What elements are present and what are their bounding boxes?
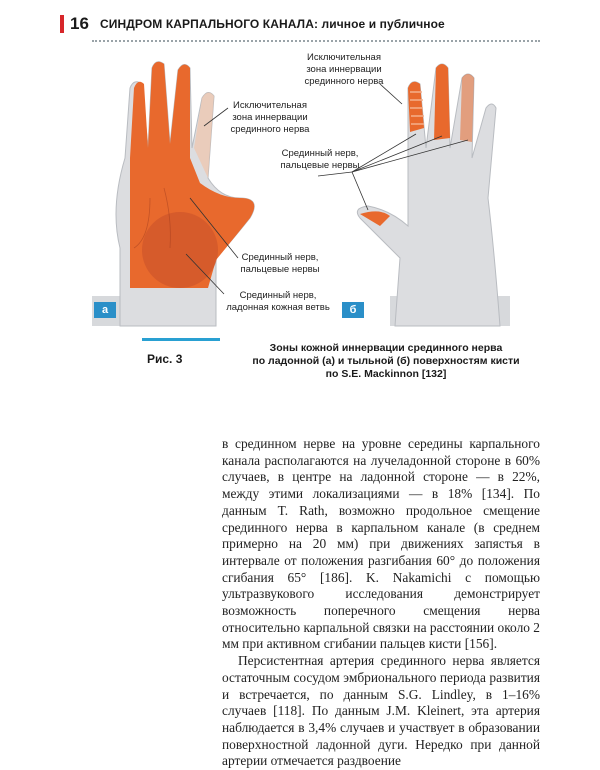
running-title-sub: личное и публичное <box>318 17 445 31</box>
figure-hands <box>90 48 550 328</box>
badge-b: б <box>342 302 364 318</box>
caption-line-2: по ладонной (а) и тыльной (б) поверхностям кисти <box>252 355 520 367</box>
page-number: 16 <box>70 14 89 33</box>
label-a-digital-nerves: Срединный нерв, пальцевые нервы <box>240 252 320 275</box>
paragraph-2: Персистентная артерия срединного нерва является остаточным сосудом эмбрионального периода развития и встречается, по данным S.G. Lindley, в 1–16% случаев [118]. По данным J.M. Kleinert, эта артерия наблюдается в 3,4% случаев и участвует в образовании поверхностной ладонной дуги. Нередко при данной артерии отмечается раздвоение <box>222 653 540 769</box>
badge-a: а <box>94 302 116 318</box>
label-a-exclusive-zone: Исключительная зона иннервации срединного нерва <box>230 100 310 135</box>
caption-line-3: по S.E. Mackinnon [132] <box>325 368 447 380</box>
caption-accent-bar <box>142 338 220 341</box>
body-text <box>222 436 540 770</box>
header-accent-bar <box>60 15 64 33</box>
paragraph-1: в срединном нерве на уровне середины карпального канала располагаются на лучеладонной стороне в 60% случаев, в центре на ладонной стороне — в 22%, между этими локализациями — в 18% [134]. По данным T. Rath, возможно продольное смещение срединного нерва в карпальном канале (в среднем примерно на 20 мм) при движениях запястья в интервале от положения разгибания 60° до положения сгибания 65° [186]. K. Nakamichi с помощью ультразвукового исследования демонстрирует возможность поперечного смещения нерва относительно карпальной связки на расстоянии около 2 мм при активном сгибании пальцев кисти [156]. <box>222 436 540 652</box>
running-header <box>60 14 540 36</box>
figure-caption <box>236 342 536 381</box>
label-b-digital-nerves: Срединный нерв, пальцевые нервы <box>280 148 360 171</box>
label-b-exclusive-zone: Исключительная зона иннервации срединного нерва <box>304 52 384 87</box>
running-title <box>100 17 445 31</box>
caption-line-1: Зоны кожной иннервации срединного нерва <box>269 342 503 354</box>
header-dotted-rule <box>92 40 540 42</box>
running-title-main: СИНДРОМ КАРПАЛЬНОГО КАНАЛА: <box>100 17 319 31</box>
hands-illustration <box>90 48 550 328</box>
dorsal-hand <box>357 64 510 326</box>
label-a-palmar-branch: Срединный нерв, ладонная кожная ветвь <box>226 290 330 313</box>
figure-number: Рис. 3 <box>147 352 183 366</box>
